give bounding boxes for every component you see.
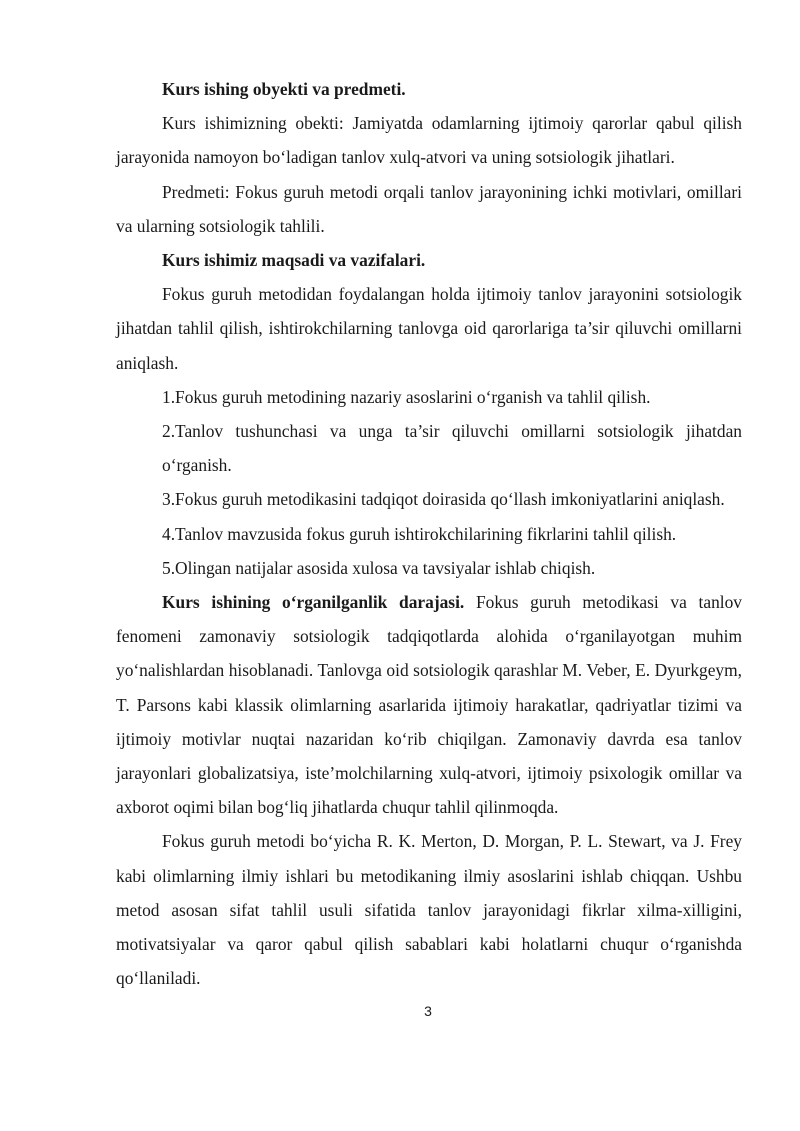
task-item-4: 4.Tanlov mavzusida fokus guruh ishtirokchilarining fikrlarini tahlil qilish. (162, 523, 677, 544)
page-number: 3 (424, 1003, 432, 1019)
study-level-text: Fokus guruh metodikasi va tanlov fenomeni zamonaviy sotsiologik tadqiqotlarda alohida o‘rganilayotgan muhim yo‘nalishlardan hisoblanadi. Tanlovga oid sotsiologik qarashlar M. Veber, E. Dyurkgeym, T. Parsons kabi klassik olimlarning asarlarida ijtimoiy harakatlar, qadriyatlar tizimi va ijtimoiy motivlar nuqtai nazaridan ko‘rib chiqilgan. Zamonaviy davrda esa tanlov jarayonlari globalizatsiya, iste’molchilarning xulq-atvori, ijtimoiy psixologik omillar va axborot oqimi bilan bog‘liq jihatlarda chuqur tahlil qilinmoqda. (116, 592, 742, 818)
study-level-paragraph (116, 585, 742, 824)
goal-paragraph: Fokus guruh metodidan foydalangan holda ijtimoiy tanlov jarayonini sotsiologik jihatdan tahlil qilish, ishtirokchilarning tanlovga oid qarorlariga ta’sir qiluvchi omillarni aniqlash. (116, 284, 742, 373)
task-item-3: 3.Fokus guruh metodikasini tadqiqot doirasida qo‘llash imkoniyatlarini aniqlash. (162, 489, 725, 510)
document-page (116, 72, 742, 995)
heading-goal-tasks: Kurs ishimiz maqsadi va vazifalari. (162, 250, 426, 271)
task-item-1: 1.Fokus guruh metodining nazariy asoslarini o‘rganish va tahlil qilish. (162, 386, 651, 407)
subject-paragraph: Predmeti: Fokus guruh metodi orqali tanlov jarayonining ichki motivlari, omillari va ularning sotsiologik tahlili. (116, 181, 742, 236)
method-paragraph: Fokus guruh metodi bo‘yicha R. K. Merton, D. Morgan, P. L. Stewart, va J. Frey kabi olimlarning ilmiy ishlari bu metodikaning ilmiy asoslarini ishlab chiqqan. Ushbu metod asosan sifat tahlil usuli sifatida tanlov jarayonidagi fikrlar xilma-xilligini, motivatsiyalar va qaror qabul qilish sabablari kabi holatlarni chuqur o‘rganishda qo‘llaniladi. (116, 831, 742, 989)
task-item-5: 5.Olingan natijalar asosida xulosa va tavsiyalar ishlab chiqish. (162, 557, 596, 578)
object-paragraph: Kurs ishimizning obekti: Jamiyatda odamlarning ijtimoiy qarorlar qabul qilish jarayonida namoyon bo‘ladigan tanlov xulq-atvori va uning sotsiologik jihatlari. (116, 113, 742, 168)
heading-object-subject: Kurs ishing obyekti va predmeti. (162, 79, 406, 99)
heading-study-level: Kurs ishining o‘rganilganlik darajasi. (162, 592, 465, 613)
task-item-2: 2.Tanlov tushunchasi va unga ta’sir qiluvchi omillarni sotsiologik jihatdan o‘rganish. (162, 421, 742, 476)
